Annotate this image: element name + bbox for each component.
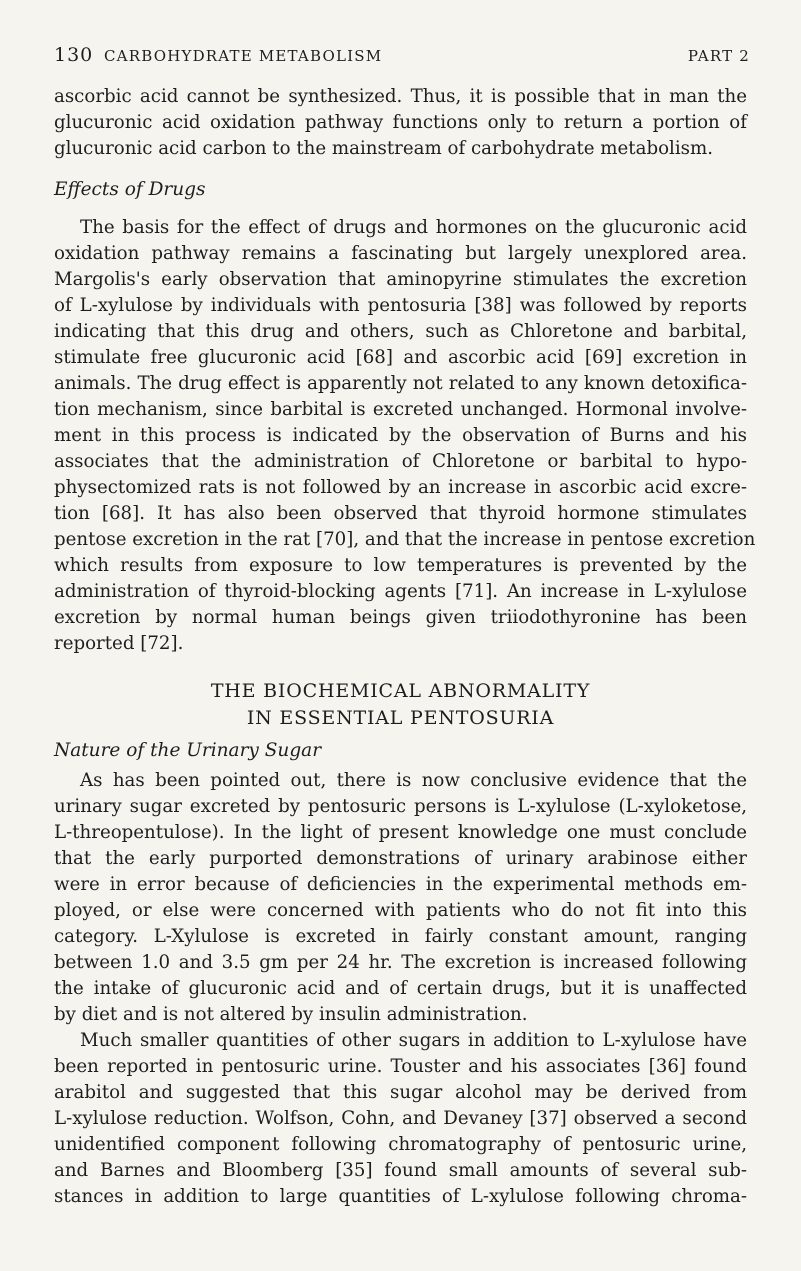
text-line: tion [68]. It has also been observed that thyroid hormone stimulates (54, 503, 747, 524)
text-line: glucuronic acid oxidation pathway functions only to return a portion of (54, 112, 747, 133)
text-line: been reported in pentosuric urine. Touster and his associates [36] found (54, 1056, 747, 1077)
text-line: Much smaller quantities of other sugars in addition to L-xylulose have (80, 1030, 747, 1051)
text-line: the intake of glucuronic acid and of certain drugs, but it is unaffected (54, 978, 747, 999)
text-line: The basis for the effect of drugs and hormones on the glucuronic acid (80, 217, 747, 238)
text-line: stimulate free glucuronic acid [68] and ascorbic acid [69] excretion in (54, 347, 747, 368)
text-line: reported [72]. (54, 633, 184, 654)
text-line: by diet and is not altered by insulin administration. (54, 1004, 528, 1025)
text-line: administration of thyroid-blocking agents [71]. An increase in L-xylulose (54, 581, 747, 602)
part-label: PART 2 (687, 47, 750, 65)
text-line: that the early purported demonstrations of urinary arabinose either (54, 848, 747, 869)
section-heading-line: IN ESSENTIAL PENTOSURIA (246, 707, 555, 729)
text-line: L-threopentulose). In the light of present knowledge one must conclude (54, 822, 747, 843)
text-line: pentose excretion in the rat [70], and that the increase in pentose excretion (54, 529, 756, 550)
text-line: of L-xylulose by individuals with pentosuria [38] was followed by reports (54, 295, 747, 316)
text-line: stances in addition to large quantities of L-xylulose following chroma- (54, 1186, 747, 1207)
paragraph-3 (54, 768, 747, 1028)
paragraph-4 (54, 1028, 747, 1210)
text-line: L-xylulose reduction. Wolfson, Cohn, and Devaney [37] observed a second (54, 1108, 747, 1129)
running-title: CARBOHYDRATE METABOLISM (104, 47, 383, 65)
paragraph-2 (54, 215, 756, 657)
text-line: ascorbic acid cannot be synthesized. Thus, it is possible that in man the (54, 86, 747, 107)
text-line: Margolis's early observation that aminopyrine stimulates the excretion (54, 269, 747, 290)
text-line: urinary sugar excreted by pentosuric persons is L-xylulose (L-xyloketose, (54, 796, 747, 817)
text-line: excretion by normal human beings given triiodothyronine has been (54, 607, 747, 628)
section-heading-line: THE BIOCHEMICAL ABNORMALITY (210, 680, 591, 702)
section-heading (54, 678, 747, 732)
text-line: physectomized rats is not followed by an increase in ascorbic acid excre- (54, 477, 747, 498)
running-head (54, 44, 750, 74)
text-line: animals. The drug effect is apparently not related to any known detoxifica- (54, 373, 747, 394)
paragraph-1 (54, 84, 747, 162)
text-line: between 1.0 and 3.5 gm per 24 hr. The excretion is increased following (54, 952, 747, 973)
subheading-effects-of-drugs: Effects of Drugs (54, 179, 206, 200)
text-line: ment in this process is indicated by the observation of Burns and his (54, 425, 747, 446)
text-line: which results from exposure to low temperatures is prevented by the (54, 555, 747, 576)
text-line: were in error because of deficiencies in the experimental methods em- (54, 874, 747, 895)
text-line: ployed, or else were concerned with patients who do not fit into this (54, 900, 747, 921)
text-line: tion mechanism, since barbital is excreted unchanged. Hormonal involve- (54, 399, 747, 420)
text-line: unidentified component following chromatography of pentosuric urine, (54, 1134, 747, 1155)
text-line: category. L-Xylulose is excreted in fairly constant amount, ranging (54, 926, 747, 947)
text-line: associates that the administration of Chloretone or barbital to hypo- (54, 451, 747, 472)
text-line: and Barnes and Bloomberg [35] found small amounts of several sub- (54, 1160, 747, 1181)
text-line: indicating that this drug and others, such as Chloretone and barbital, (54, 321, 747, 342)
text-line: glucuronic acid carbon to the mainstream of carbohydrate metabolism. (54, 138, 714, 159)
page-number: 130 (54, 44, 94, 66)
subheading-nature-of-urinary-sugar: Nature of the Urinary Sugar (54, 740, 322, 761)
text-line: oxidation pathway remains a fascinating but largely unexplored area. (54, 243, 747, 264)
text-line: arabitol and suggested that this sugar alcohol may be derived from (54, 1082, 747, 1103)
text-line: As has been pointed out, there is now conclusive evidence that the (80, 770, 747, 791)
